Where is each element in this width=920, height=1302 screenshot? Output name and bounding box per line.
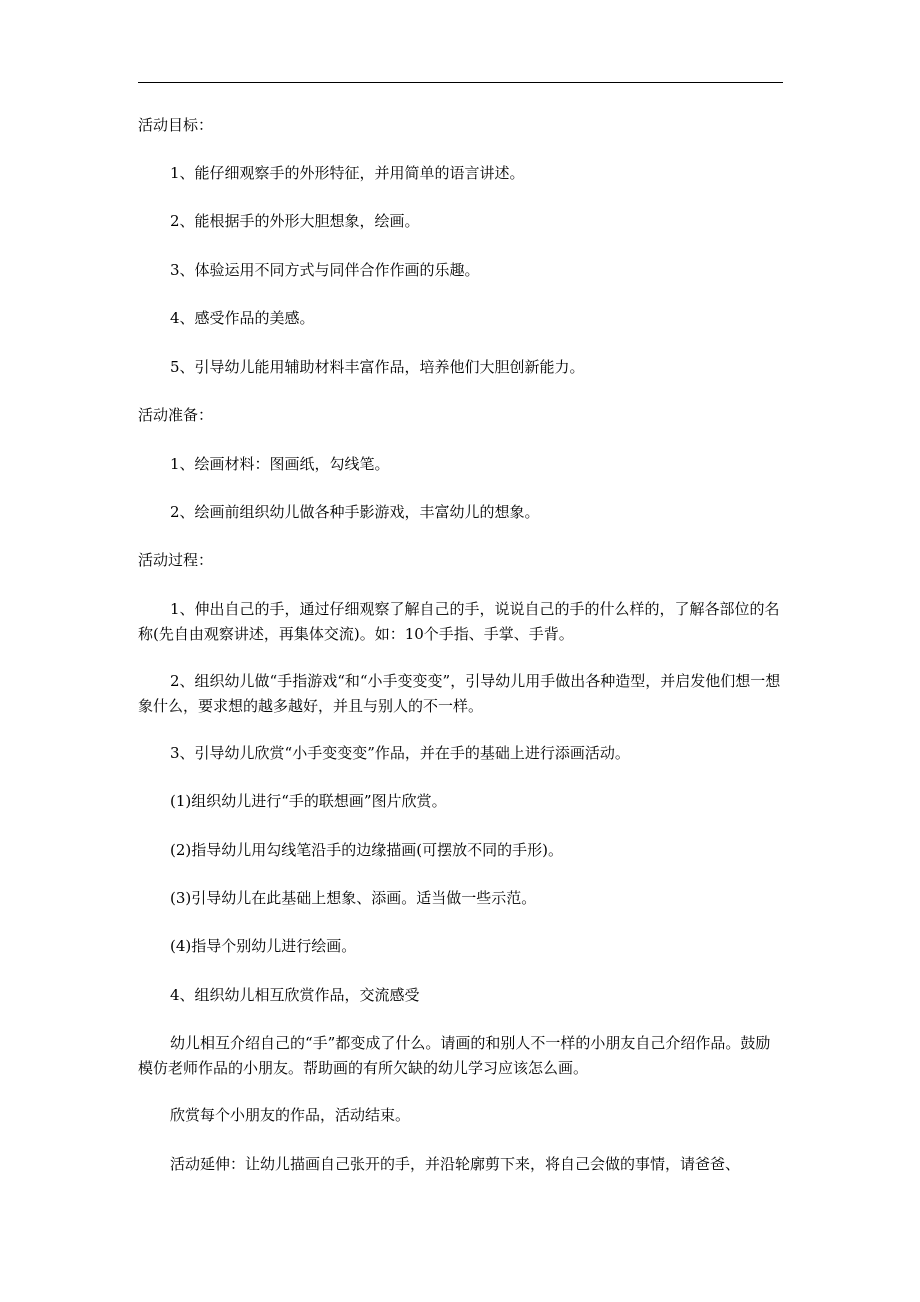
goal-2: 2、能根据手的外形大胆想象，绘画。 (170, 212, 420, 230)
prep-2: 2、绘画前组织幼儿做各种手影游戏，丰富幼儿的想象。 (170, 503, 540, 521)
sub-step-2: (2)指导幼儿用勾线笔沿手的边缘描画(可摆放不同的手形)。 (170, 841, 563, 859)
heading-goals: 活动目标： (138, 116, 214, 134)
heading-prep: 活动准备： (138, 406, 214, 424)
goal-3: 3、体验运用不同方式与同伴合作作画的乐趣。 (170, 261, 480, 279)
goal-1: 1、能仔细观察手的外形特征，并用简单的语言讲述。 (170, 164, 525, 182)
paragraph-extension: 活动延伸：让幼儿描画自己张开的手，并沿轮廓剪下来，将自己会做的事情，请爸爸、 (170, 1155, 741, 1173)
goal-5: 5、引导幼儿能用辅助材料丰富作品，培养他们大胆创新能力。 (170, 358, 585, 376)
goal-4: 4、感受作品的美感。 (170, 309, 315, 327)
prep-1: 1、绘画材料：图画纸，勾线笔。 (170, 455, 390, 473)
sub-step-3: (3)引导幼儿在此基础上想象、添画。适当做一些示范。 (170, 889, 537, 907)
sub-step-1: (1)组织幼儿进行“手的联想画”图片欣赏。 (170, 792, 447, 810)
paragraph-sharing: 幼儿相互介绍自己的“手”都变成了什么。请画的和别人不一样的小朋友自己介绍作品。鼓励模仿老师作品的小朋友。帮助画的有所欠缺的幼儿学习应该怎么画。 (138, 1034, 771, 1077)
sub-step-4: (4)指导个别幼儿进行绘画。 (170, 937, 357, 955)
process-step-3: 3、引导幼儿欣赏“小手变变变”作品，并在手的基础上进行添画活动。 (170, 744, 630, 762)
process-step-2: 2、组织幼儿做“手指游戏“和“小手变变变”，引导幼儿用手做出各种造型，并启发他们想一想象什么，要求想的越多越好，并且与别人的不一样。 (138, 672, 781, 715)
paragraph-end: 欣赏每个小朋友的作品，活动结束。 (170, 1106, 411, 1124)
heading-process: 活动过程： (138, 551, 214, 569)
header-rule (138, 82, 783, 83)
process-step-1: 1、伸出自己的手，通过仔细观察了解自己的手，说说自己的手的什么样的，了解各部位的名称(先自由观察讲述，再集体交流)。如：10个手指、手掌、手背。 (138, 600, 780, 643)
process-step-4: 4、组织幼儿相互欣赏作品，交流感受 (170, 986, 420, 1004)
